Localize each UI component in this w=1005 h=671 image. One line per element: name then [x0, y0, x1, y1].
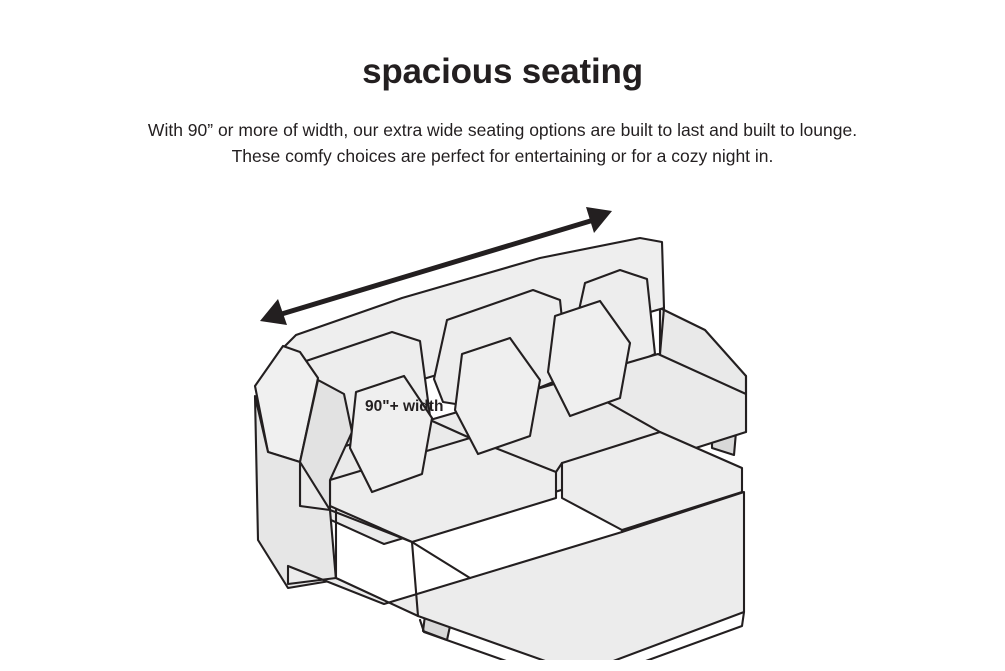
- subcopy-line-1: With 90” or more of width, our extra wide seating options are built to last and built to lounge.: [147, 120, 858, 140]
- page-subcopy: [0, 117, 1005, 169]
- page-title: spacious seating: [362, 52, 643, 91]
- sofa-line-drawing-svg: [0, 180, 1005, 660]
- sofa-illustration: [0, 180, 1005, 660]
- subcopy-line-2: These comfy choices are perfect for entertaining or for a cozy night in.: [231, 146, 774, 166]
- dimension-label: 90"+ width: [365, 398, 444, 415]
